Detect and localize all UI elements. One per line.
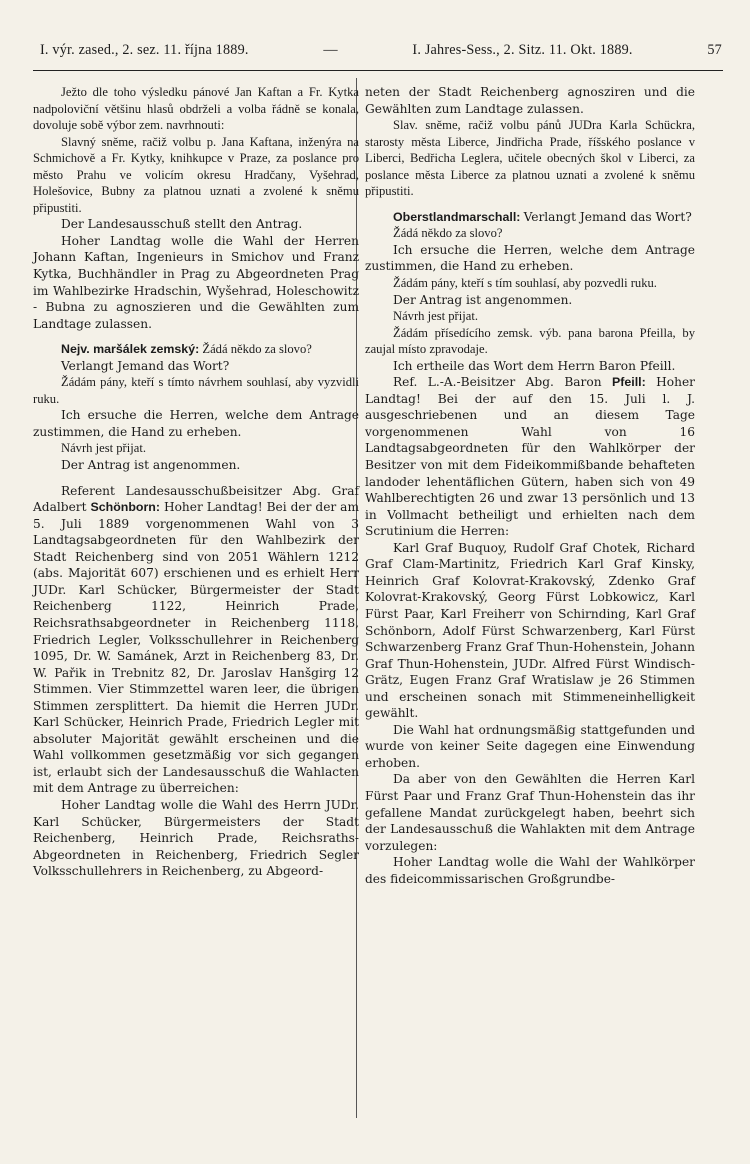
paragraph: Verlangt Jemand das Wort? <box>61 358 230 373</box>
paragraph: Ich ersuche die Herren, welche dem Antrage zustimmen, die Hand zu erheben. <box>365 242 695 274</box>
speech-paragraph <box>33 483 359 797</box>
paragraph: Žádá někdo za slovo? <box>393 226 503 241</box>
header-rule <box>33 70 723 71</box>
paragraph: Ježto dle toho výsledku pánové Jan Kaftan a Fr. Kytka nadpoloviční většinu hlasů obdrželi a volba řádně se konala, dovoluje sobě výbor zem. navrhnouti: <box>33 85 359 133</box>
header-german: I. Jahres-Sess., 2. Sitz. 11. Okt. 1889. <box>412 42 633 58</box>
paragraph: neten der Stadt Reichenberg agnosziren und die Gewählten zum Landtage zulassen. <box>365 85 695 116</box>
paragraph: Hoher Landtag wolle die Wahl der Wahlkörper des fideicommissarischen Großgrundbe- <box>365 855 695 886</box>
paragraph: Da aber von den Gewählten die Herren Karl Fürst Paar und Franz Graf Thun-Hohenstein das ihr gefallene Mandat zurückgelegt haben, beehrt sich der Landesausschuß die Wahlakten mit dem Antrage vorzulegen: <box>365 772 695 853</box>
speaker-name: Pfeill: <box>611 375 646 390</box>
speaker-intro: Referent Landesausschußbeisitzer Abg. Graf Adalbert <box>33 483 359 515</box>
speaker-name: Nejv. maršálek zemský: <box>61 342 200 357</box>
speaker-name: Oberstlandmarschall: <box>393 209 521 224</box>
speech-paragraph <box>365 374 695 539</box>
paragraph: Žádám pány, kteří s tím souhlasí, aby pozvedli ruku. <box>393 276 657 291</box>
speaker-intro: Ref. L.-A.-Beisitzer Abg. Baron <box>393 375 602 390</box>
speech-text: Hoher Landtag! Bei der auf den 15. Juli l. J. ausgeschriebenen und an diesem Tage vorgenommenen Wahl von 16 Landtagsabgeordneten für den Wahlkörper der Besitzer von mit dem Fideikommißbande behafteten landoder lehentäflichen Gütern, haben sich von 49 Wahlberechtigten 26 und zwar 13 persönlich und 13 in Vollmacht betheiligt und erhielten nach dem Scrutinium die Herren: <box>365 375 696 539</box>
paragraph: Der Landesausschuß stellt den Antrag. <box>61 217 303 232</box>
speaker-name: Schönborn: <box>90 500 160 515</box>
paragraph: Slavný sněme, račiž volbu p. Jana Kaftana, inženýra na Schmichově a Fr. Kytky, knihkupce v Praze, za poslance pro město Prahu ve volicím okresu Hradčany, Vyšehrad, Holešovice, Bubny za platnou uznati a zvolené k sněmu připustiti. <box>33 134 359 215</box>
paragraph: Hoher Landtag wolle die Wahl des Herrn JUDr. Karl Schücker, Bürgermeisters der Stadt Reichenberg, Heinrich Prade, Reichsraths-Abgeordneten in Reichenberg, Friedrich Segler Volksschullehrers in Reichenberg, zu Abgeord- <box>33 797 359 879</box>
speech-text: Žádá někdo za slovo? <box>202 342 312 357</box>
right-column <box>365 84 695 887</box>
page-header <box>40 42 722 59</box>
paragraph: Die Wahl hat ordnungsmäßig stattgefunden und wurde von keiner Seite dagegen eine Einwendung erhoben. <box>365 722 695 770</box>
header-czech: I. výr. zased., 2. sez. 11. října 1889. <box>40 42 249 58</box>
paragraph: Návrh jest přijat. <box>61 441 146 456</box>
paragraph: Karl Graf Buquoy, Rudolf Graf Chotek, Richard Graf Clam-Martinitz, Friedrich Karl Graf Kinsky, Heinrich Graf Kolovrat-Krakovský, Zdenko Graf Kolovrat-Krakovský, Georg Fürst Lobkowicz, Karl Fürst Paar, Karl Freiherr von Schirnding, Karl Graf Schönborn, Adolf Fürst Schwarzenberg, Karl Fürst Schwarzenberg Franz Graf Thun-Hohenstein, Johann Graf Thun-Hohenstein, JUDr. Alfred Fürst Windisch-Grätz, Eugen Franz Graf Wratislaw je 26 Stimmen und erscheinen sonach mit Stimmeneinhelligkeit gewählt. <box>365 540 695 721</box>
speech-text: Hoher Landtag! Bei der der am 5. Juli 1889 vorgenommenen Wahl von 3 Landtagsabgeordneten für den Wahlbezirk der Stadt Reichenberg sind von 2051 Wählern 1212 (abs. Majorität 607) erschienen und es erhielt Herr JUDr. Karl Schücker, Bürgermeister der Stadt Reichenberg 1122, Heinrich Prade, Reichsrathsabgeordneter in Reichenberg 1118, Friedrich Legler, Volksschullehrer in Reichenberg 1095, Dr. W. Samánek, Arzt in Reichenberg 83, Dr. W. Pařik in Trebnitz 82, Dr. Jaroslav Hanšgirg 12 Stimmen. Vier Stimmzettel waren leer, die übrigen Stimmen zersplittert. Da hiemit die Herren JUDr. Karl Schücker, Heinrich Prade, Friedrich Legler mit absoluter Majorität gewählt erscheinen und die Wahl vollkommen gesetzmäßig vor sich gegangen ist, erlaubt sich der Landesausschuß die Wahlacten mit dem Antrage zu überreichen: <box>33 500 359 796</box>
header-separator: — <box>323 42 338 58</box>
paragraph: Der Antrag ist angenommen. <box>61 458 241 473</box>
paragraph: Slav. sněme, račiž volbu pánů JUDra Karla Schückra, starosty města Liberce, Jindřicha Prade, říšského poslance v Liberci, Bedřicha Leglera, učitele obecných škol v Liberci, za poslance města Liberce za platnou uznati a zvolené k sněmu připustiti. <box>365 118 695 199</box>
page-number: 57 <box>707 42 722 58</box>
paragraph: Hoher Landtag wolle die Wahl der Herren Johann Kaftan, Ingenieurs in Smichov und Franz Kytka, Buchhändler in Prag zu Abgeordneten Prag im Wahlbezirke Hradschin, Wyšehrad, Holeschowitz - Bubna zu agnoszieren und die Gewählten zum Landtage zulassen. <box>33 233 359 331</box>
left-column <box>33 84 359 880</box>
paragraph: Návrh jest přijat. <box>393 309 478 324</box>
paragraph: Žádám přísedícího zemsk. výb. pana barona Pfeilla, by zaujal místo zpravodaje. <box>365 325 695 357</box>
speech-text: Verlangt Jemand das Wort? <box>523 209 692 224</box>
paragraph: Žádám pány, kteří s tímto návrhem souhlasí, aby vyzvidli ruku. <box>33 375 359 406</box>
paragraph: Der Antrag ist angenommen. <box>393 292 573 307</box>
speech-paragraph <box>33 341 359 358</box>
paragraph: Ich ersuche die Herren, welche dem Antrage zustimmen, die Hand zu erheben. <box>33 408 359 439</box>
speech-paragraph <box>365 209 695 226</box>
paragraph: Ich ertheile das Wort dem Herrn Baron Pfeill. <box>393 358 676 373</box>
